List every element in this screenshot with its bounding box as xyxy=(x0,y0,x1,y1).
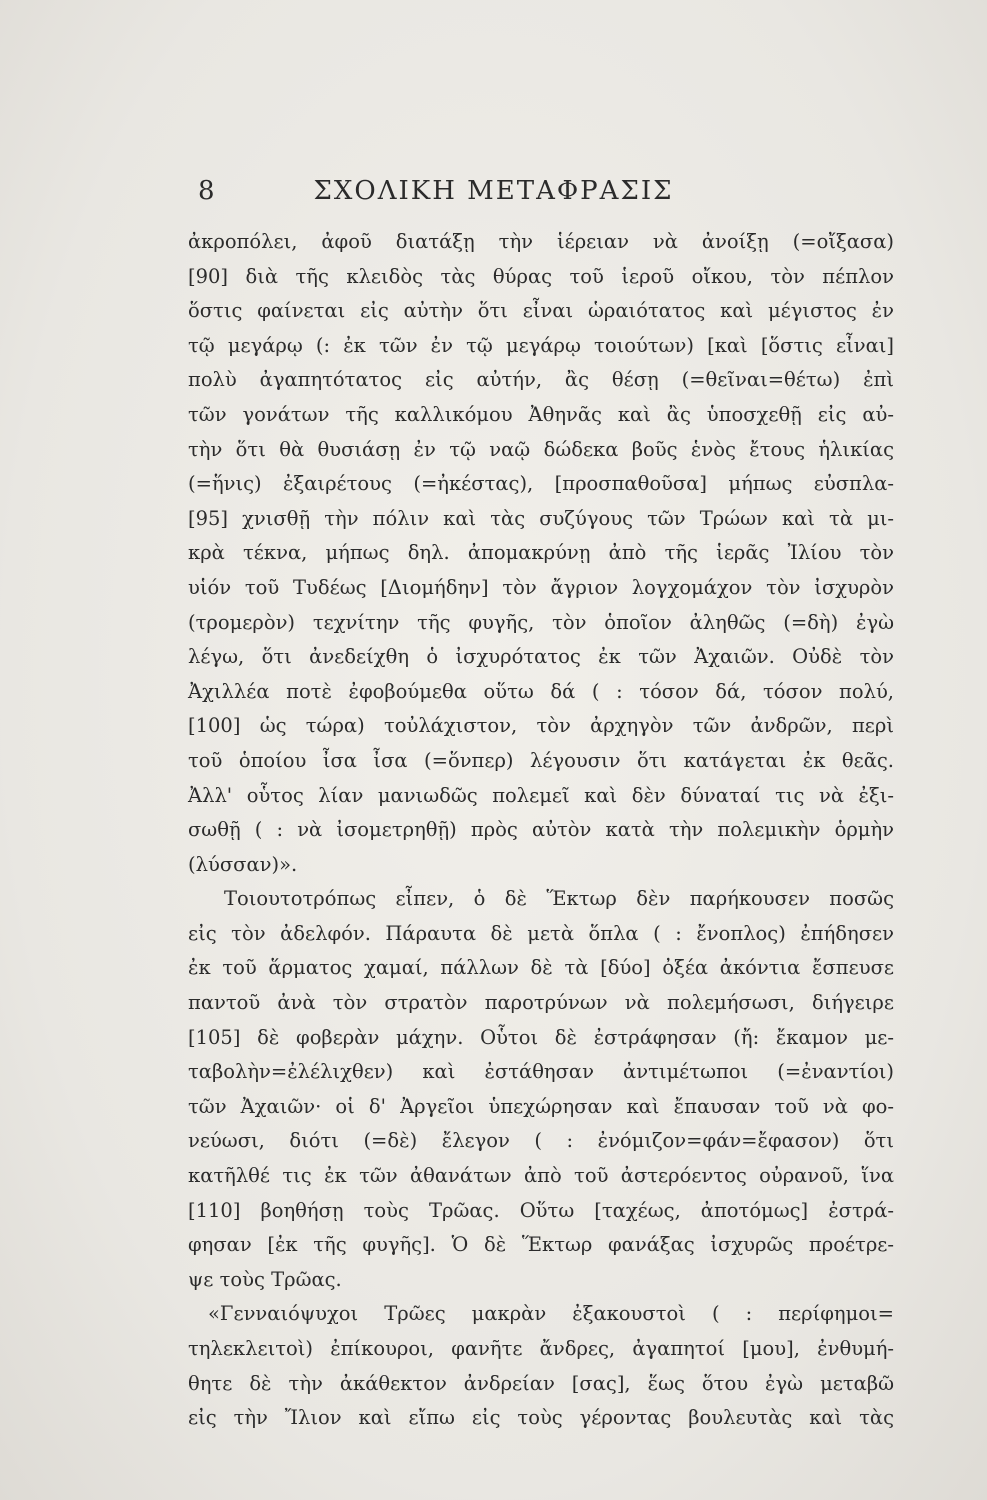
text-line: ἀκροπόλει, ἀφοῦ διατάξῃ τὴν ἱέρειαν νὰ ἀνοίξῃ (=οἴξασα) xyxy=(188,230,894,253)
text-line: (λύσσαν)». xyxy=(188,852,298,876)
text-line: εἰς τὸν ἀδελφόν. Πάραυτα δὲ μετὰ ὅπλα ( : ἔνοπλος) ἐπήδησεν xyxy=(188,921,894,945)
text-line: κρὰ τέκνα, μήπως δηλ. ἀπομακρύνῃ ἀπὸ τῆς ἱερᾶς Ἰλίου τὸν xyxy=(188,541,894,565)
text-line: ὅστις φαίνεται εἰς αὐτὴν ὅτι εἶναι ὡραιότατος καὶ μέγιστος ἐν xyxy=(188,299,894,323)
page-number: 8 xyxy=(198,176,216,206)
text-line: «Γενναιόψυχοι Τρῶες μακρὰν ἐξακουστοὶ ( : περίφημοι= xyxy=(208,1302,894,1326)
page-header xyxy=(0,176,987,216)
body-text xyxy=(188,225,894,1436)
text-line: παντοῦ ἀνὰ τὸν στρατὸν παροτρύνων νὰ πολεμήσωσι, διήγειρε xyxy=(188,991,894,1015)
text-line: Τοιουτοτρόπως εἶπεν, ὁ δὲ Ἕκτωρ δὲν παρήκουσεν ποσῶς xyxy=(224,887,894,911)
text-line: [95] χνισθῇ τὴν πόλιν καὶ τὰς συζύγους τῶν Τρώων καὶ τὰ μι- xyxy=(188,506,894,530)
text-line: (τρομερὸν) τεχνίτην τῆς φυγῆς, τὸν ὁποῖον ἀληθῶς (=δὴ) ἐγὼ xyxy=(188,610,894,634)
text-line: υἱόν τοῦ Τυδέως [Διομήδην] τὸν ἄγριον λογχομάχον τὸν ἰσχυρὸν xyxy=(188,575,894,599)
text-line: τῷ μεγάρῳ (: ἐκ τῶν ἐν τῷ μεγάρῳ τοιούτων) [καὶ [ὅστις εἶναι] xyxy=(188,333,894,357)
text-line: τῶν γονάτων τῆς καλλικόμου Ἀθηνᾶς καὶ ἂς ὑποσχεθῇ εἰς αὐ- xyxy=(188,402,894,426)
text-line: ταβολὴν=ἐλέλιχθεν) καὶ ἐστάθησαν ἀντιμέτωποι (=ἐναντίοι) xyxy=(188,1060,894,1084)
text-line: πολὺ ἀγαπητότατος εἰς αὐτήν, ἂς θέσῃ (=θεῖναι=θέτω) ἐπὶ xyxy=(188,368,894,392)
text-line: εἰς τὴν Ἴλιον καὶ εἴπω εἰς τοὺς γέροντας βουλευτὰς καὶ τὰς xyxy=(188,1406,894,1430)
text-line: θητε δὲ τὴν ἀκάθεκτον ἀνδρείαν [σας], ἕως ὅτου ἐγὼ μεταβῶ xyxy=(188,1371,894,1395)
text-line: φησαν [ἐκ τῆς φυγῆς]. Ὁ δὲ Ἕκτωρ φανάξας ἰσχυρῶς προέτρε- xyxy=(188,1233,894,1257)
text-line: νεύωσι, διότι (=δὲ) ἔλεγον ( : ἐνόμιζον=φάν=ἔφασον) ὅτι xyxy=(188,1129,894,1153)
text-line: (=ἥνις) ἐξαιρέτους (=ἠκέστας), [προσπαθοῦσα] μήπως εὐσπλα- xyxy=(188,472,894,496)
text-line: σωθῇ ( : νὰ ἰσομετρηθῇ) πρὸς αὐτὸν κατὰ τὴν πολεμικὴν ὁρμὴν xyxy=(188,818,894,842)
text-line: τηλεκλειτοὶ) ἐπίκουροι, φανῆτε ἄνδρες, ἀγαπητοί [μου], ἐνθυμή- xyxy=(188,1337,894,1360)
text-line: [100] ὡς τώρα) τοὐλάχιστον, τὸν ἀρχηγὸν τῶν ἀνδρῶν, περὶ xyxy=(188,714,894,738)
text-line: Ἀλλ' οὗτος λίαν μανιωδῶς πολεμεῖ καὶ δὲν δύναταί τις νὰ ἐξι- xyxy=(188,783,894,807)
text-line: κατῆλθέ τις ἐκ τῶν ἀθανάτων ἀπὸ τοῦ ἀστερόεντος οὐρανοῦ, ἵνα xyxy=(188,1164,894,1188)
text-line: ψε τοὺς Τρῶας. xyxy=(188,1267,342,1291)
text-line: Ἀχιλλέα ποτὲ ἐφοβούμεθα οὕτω δά ( : τόσον δά, τόσον πολύ, xyxy=(188,679,894,703)
text-line: λέγω, ὅτι ἀνεδείχθη ὁ ἰσχυρότατος ἐκ τῶν Ἀχαιῶν. Οὐδὲ τὸν xyxy=(188,645,894,669)
text-line: τῶν Ἀχαιῶν· οἱ δ' Ἀργεῖοι ὑπεχώρησαν καὶ ἔπαυσαν τοῦ νὰ φο- xyxy=(188,1094,894,1118)
text-line: τὴν ὅτι θὰ θυσιάσῃ ἐν τῷ ναῷ δώδεκα βοῦς ἑνὸς ἔτους ἡλικίας xyxy=(188,437,894,461)
text-line: [110] βοηθήσῃ τοὺς Τρῶας. Οὕτω [ταχέως, ἀποτόμως] ἐστρά- xyxy=(188,1198,894,1222)
text-line: [90] διὰ τῆς κλειδὸς τὰς θύρας τοῦ ἱεροῦ οἴκου, τὸν πέπλον xyxy=(188,264,894,288)
text-line: [105] δὲ φοβερὰν μάχην. Οὗτοι δὲ ἐστράφησαν (ἤ: ἔκαμον με- xyxy=(188,1025,894,1049)
text-line: ἐκ τοῦ ἅρματος χαμαί, πάλλων δὲ τὰ [δύο] ὀξέα ἀκόντια ἔσπευσε xyxy=(188,956,894,980)
running-title: ΣΧΟΛΙΚΗ ΜΕΤΑΦΡΑΣΙΣ xyxy=(313,176,674,206)
text-line: τοῦ ὁποίου ἶσα ἶσα (=ὅνπερ) λέγουσιν ὅτι κατάγεται ἐκ θεᾶς. xyxy=(188,748,894,772)
